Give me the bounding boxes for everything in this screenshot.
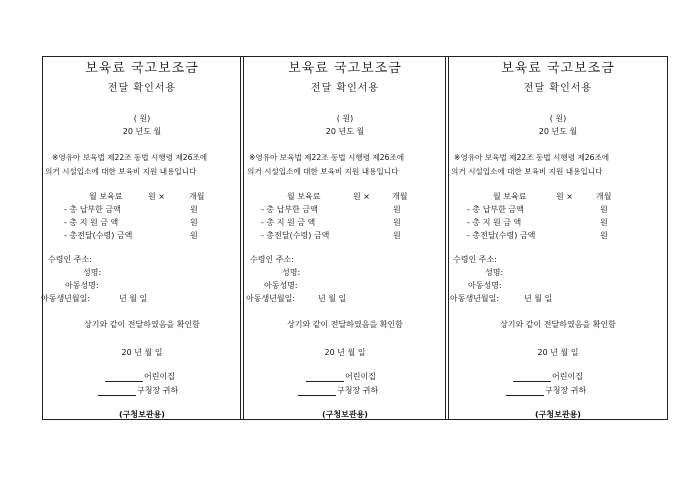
signature-blank xyxy=(105,373,143,382)
daycare-label: 어린이집 xyxy=(144,372,175,381)
recipient-name-label: 성명: xyxy=(83,268,102,277)
form-footer: (구청보관용) xyxy=(119,410,165,419)
notice-line: 의거 시설입소에 대한 보육비 지원 내용입니다 xyxy=(247,167,399,176)
total-support-label: - 총 지 원 금 액 xyxy=(261,218,316,227)
form-title: 보육료 국고보조금 xyxy=(501,61,615,76)
notice-line: 의거 시설입소에 대한 보육비 지원 내용입니다 xyxy=(45,167,197,176)
total-delivered-label: - 총전달(수령) 금액 xyxy=(261,231,330,240)
addressee-label: 구청장 귀하 xyxy=(137,386,179,395)
form-footer: (구청보관용) xyxy=(322,410,368,419)
notice-line: ※영유아 보육법 제22조 동법 시행령 제26조에 xyxy=(454,153,610,162)
recipient-address-label: 수령인 주소: xyxy=(453,255,497,264)
signature-blank xyxy=(513,373,551,382)
amount-line: ( 원) xyxy=(133,114,151,123)
total-paid-label: - 총 납부한 금액 xyxy=(64,205,121,214)
addressee-line xyxy=(298,386,378,396)
signature-blank xyxy=(306,373,344,382)
confirm-statement: 상기와 같이 전달하였음을 확인함 xyxy=(287,320,403,329)
recipient-address-label: 수령인 주소: xyxy=(250,255,294,264)
form-title: 보육료 국고보조금 xyxy=(85,61,199,76)
amount-line: ( 원) xyxy=(336,114,354,123)
child-birth-label: 아동생년월일: xyxy=(450,294,500,303)
addressee-line xyxy=(506,386,586,396)
form-subtitle: 전달 확인서용 xyxy=(310,83,380,94)
column-border xyxy=(667,56,668,420)
total-support-unit: 원 xyxy=(393,218,401,227)
year-month-line: 20 년도 월 xyxy=(538,127,578,136)
total-paid-unit: 원 xyxy=(190,205,198,214)
form-title: 보육료 국고보조금 xyxy=(288,61,402,76)
total-support-label: - 총 지 원 금 액 xyxy=(467,218,522,227)
daycare-signature-line xyxy=(105,372,175,382)
notice-line: ※영유아 보육법 제22조 동법 시행령 제26조에 xyxy=(52,153,208,162)
confirm-date: 20 년 월 일 xyxy=(537,348,579,357)
total-delivered-unit: 원 xyxy=(600,231,608,240)
child-birth-fields: 년 월 일 xyxy=(119,294,148,303)
total-paid-unit: 원 xyxy=(600,205,608,214)
child-name-label: 아동성명: xyxy=(264,281,298,290)
child-birth-fields: 년 월 일 xyxy=(524,294,553,303)
fee-unit: 원 × xyxy=(148,192,165,201)
confirm-date: 20 년 월 일 xyxy=(324,348,366,357)
confirm-date: 20 년 월 일 xyxy=(121,348,163,357)
year-month-line: 20 년도 월 xyxy=(325,127,365,136)
amount-line: ( 원) xyxy=(549,114,567,123)
monthly-fee-label: 월 보육료 xyxy=(493,192,527,201)
monthly-fee-label: 월 보육료 xyxy=(89,192,123,201)
total-support-unit: 원 xyxy=(190,218,198,227)
signature-blank xyxy=(506,387,544,396)
fee-months: 개월 xyxy=(189,192,205,201)
column-border xyxy=(445,56,446,420)
addressee-label: 구청장 귀하 xyxy=(545,386,587,395)
addressee-line xyxy=(98,386,178,396)
column-border xyxy=(243,56,244,420)
child-name-label: 아동성명: xyxy=(65,281,99,290)
addressee-label: 구청장 귀하 xyxy=(337,386,379,395)
total-paid-label: - 총 납부한 금액 xyxy=(261,205,318,214)
confirm-statement: 상기와 같이 전달하였음을 확인함 xyxy=(84,320,200,329)
daycare-signature-line xyxy=(513,372,583,382)
child-name-label: 아동성명: xyxy=(468,281,502,290)
fee-unit: 원 × xyxy=(353,192,370,201)
form-subtitle: 전달 확인서용 xyxy=(523,83,593,94)
confirmation-form-3 xyxy=(449,56,667,420)
child-birth-label: 아동생년월일: xyxy=(246,294,296,303)
column-border xyxy=(42,56,43,420)
total-support-label: - 총 지 원 금 액 xyxy=(64,218,119,227)
daycare-label: 어린이집 xyxy=(345,372,376,381)
total-delivered-label: - 총전달(수령) 금액 xyxy=(64,231,133,240)
notice-line: ※영유아 보육법 제22조 동법 시행령 제26조에 xyxy=(249,153,405,162)
total-paid-unit: 원 xyxy=(393,205,401,214)
monthly-fee-label: 월 보육료 xyxy=(287,192,321,201)
total-support-unit: 원 xyxy=(600,218,608,227)
total-delivered-unit: 원 xyxy=(190,231,198,240)
form-subtitle: 전달 확인서용 xyxy=(107,83,177,94)
form-sheet xyxy=(42,56,668,420)
total-delivered-label: - 총전달(수령) 금액 xyxy=(467,231,536,240)
fee-months: 개월 xyxy=(596,192,612,201)
column-border xyxy=(240,56,241,420)
confirmation-form-1 xyxy=(41,56,240,420)
total-delivered-unit: 원 xyxy=(393,231,401,240)
daycare-signature-line xyxy=(306,372,376,382)
total-paid-label: - 총 납부한 금액 xyxy=(467,205,524,214)
recipient-name-label: 성명: xyxy=(282,268,301,277)
recipient-name-label: 성명: xyxy=(485,268,504,277)
form-footer: (구청보관용) xyxy=(535,410,581,419)
fee-months: 개월 xyxy=(392,192,408,201)
year-month-line: 20 년도 월 xyxy=(122,127,162,136)
child-birth-label: 아동생년월일: xyxy=(41,294,91,303)
confirm-statement: 상기와 같이 전달하였음을 확인함 xyxy=(500,320,616,329)
notice-line: 의거 시설입소에 대한 보육비 지원 내용입니다 xyxy=(451,167,603,176)
fee-unit: 원 × xyxy=(556,192,573,201)
signature-blank xyxy=(298,387,336,396)
confirmation-form-2 xyxy=(245,56,445,420)
recipient-address-label: 수령인 주소: xyxy=(48,255,92,264)
daycare-label: 어린이집 xyxy=(552,372,583,381)
child-birth-fields: 년 월 일 xyxy=(318,294,347,303)
signature-blank xyxy=(98,387,136,396)
